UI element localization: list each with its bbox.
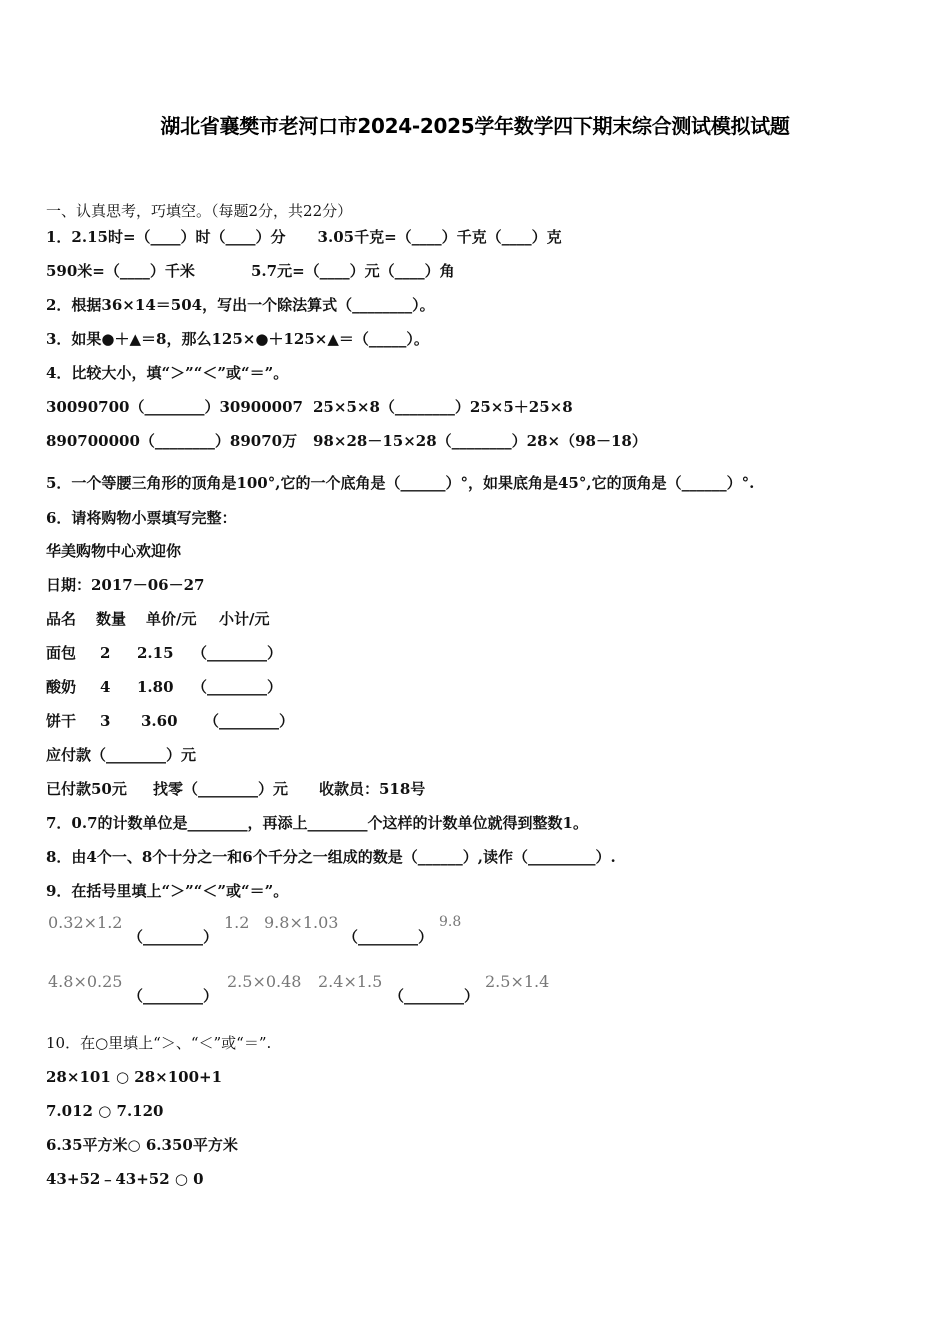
receipt-item-subtotal: （________） [192, 644, 283, 662]
q9-expression-4: 2.4×1.5 [318, 972, 383, 991]
question-10-stem: 10．在○里填上“＞、“＜”或“＝”. [46, 1034, 272, 1052]
q1-part1: 1．2.15时=（____）时（____）分 [46, 228, 286, 246]
q9-rhs-2: 9.8 [439, 914, 462, 930]
page-title: 湖北省襄樊市老河口市2024-2025学年数学四下期末综合测试模拟试题 [160, 114, 790, 138]
receipt-change: 找零（________）元 [153, 780, 289, 798]
q1-part3: 590米=（____）千米 [46, 262, 195, 280]
q9-expression-3: 4.8×0.25 [48, 972, 123, 991]
q9-rhs-4: 2.5×1.4 [485, 972, 550, 991]
q1-part4: 5.7元=（____）元（____）角 [251, 262, 455, 280]
receipt-payable: 应付款（________）元 [46, 746, 197, 764]
receipt-item-name: 面包 [46, 644, 77, 662]
receipt-item-qty: 4 [100, 678, 111, 696]
q4-a2: 25×5×8（________）25×5＋25×8 [313, 398, 573, 416]
q9-blank-1: （________） [128, 928, 219, 946]
receipt-header-name: 品名 [46, 610, 77, 628]
receipt-item-subtotal: （________） [192, 678, 283, 696]
question-4-stem: 4．比较大小，填“＞”“＜”或“＝”。 [46, 364, 289, 382]
q1-part2: 3.05千克=（____）千克（____）克 [317, 228, 562, 246]
receipt-item-price: 3.60 [141, 712, 178, 730]
question-1-line-2 [46, 261, 455, 281]
q4-b1: 890700000（________）89070万 [46, 432, 298, 450]
receipt-row [46, 711, 294, 731]
receipt-item-qty: 2 [100, 644, 111, 662]
question-1-line-1 [46, 227, 562, 247]
question-9-stem: 9．在括号里填上“＞”“＜”或“＝”。 [46, 882, 289, 900]
question-10-item: 6.35平方米○ 6.350平方米 [46, 1136, 238, 1154]
q9-rhs-3: 2.5×0.48 [227, 972, 302, 991]
receipt-header-qty: 数量 [96, 610, 127, 628]
receipt-item-price: 2.15 [137, 644, 174, 662]
receipt-item-price: 1.80 [137, 678, 174, 696]
receipt-payment-row [46, 779, 425, 799]
q9-expression-2: 9.8×1.03 [264, 913, 339, 932]
q9-expression-1: 0.32×1.2 [48, 913, 123, 932]
question-4-row-1 [46, 397, 573, 417]
question-3: 3．如果●＋▲＝8，那么125×●＋125×▲＝（_____）。 [46, 330, 429, 348]
receipt-item-qty: 3 [100, 712, 111, 730]
q9-blank-2: （________） [343, 928, 434, 946]
question-6-stem: 6．请将购物小票填写完整： [46, 509, 237, 527]
receipt-item-name: 饼干 [46, 712, 77, 730]
question-10-item: 28×101 ○ 28×100+1 [46, 1068, 223, 1086]
q4-a1: 30090700（________）30900007 [46, 398, 303, 416]
question-2: 2．根据36×14＝504，写出一个除法算式（________）。 [46, 296, 435, 314]
receipt-paid: 已付款50元 [46, 780, 127, 798]
question-5: 5．一个等腰三角形的顶角是100°,它的一个底角是（______）°，如果底角是45°,它的顶角是（______）°. [46, 474, 755, 492]
question-8: 8．由4个一、8个十分之一和6个千分之一组成的数是（______）,读作（_________）. [46, 848, 616, 866]
q9-rhs-1: 1.2 [224, 913, 250, 932]
receipt-header-row [46, 609, 269, 629]
receipt-item-name: 酸奶 [46, 678, 77, 696]
question-10-item: 7.012 ○ 7.120 [46, 1102, 164, 1120]
section-header: 一、认真思考，巧填空。（每题2分，共22分） [46, 202, 353, 220]
receipt-row [46, 677, 282, 697]
q9-blank-3: （________） [128, 987, 219, 1005]
receipt-shop-name: 华美购物中心欢迎你 [46, 542, 182, 560]
question-4-row-2 [46, 431, 647, 451]
q9-blank-4: （________） [389, 987, 480, 1005]
q4-b2: 98×28－15×28（________）28×（98－18） [313, 432, 647, 450]
receipt-date: 日期：2017－06－27 [46, 576, 205, 594]
receipt-header-subtotal: 小计/元 [219, 610, 270, 628]
receipt-header-price: 单价/元 [146, 610, 197, 628]
question-7: 7．0.7的计数单位是________，再添上________个这样的计数单位就得到整数1。 [46, 814, 588, 832]
receipt-row [46, 643, 282, 663]
receipt-item-subtotal: （________） [204, 712, 295, 730]
receipt-cashier: 收款员：518号 [319, 780, 426, 798]
question-10-item: 43+52﹣43+52 ○ 0 [46, 1170, 204, 1188]
